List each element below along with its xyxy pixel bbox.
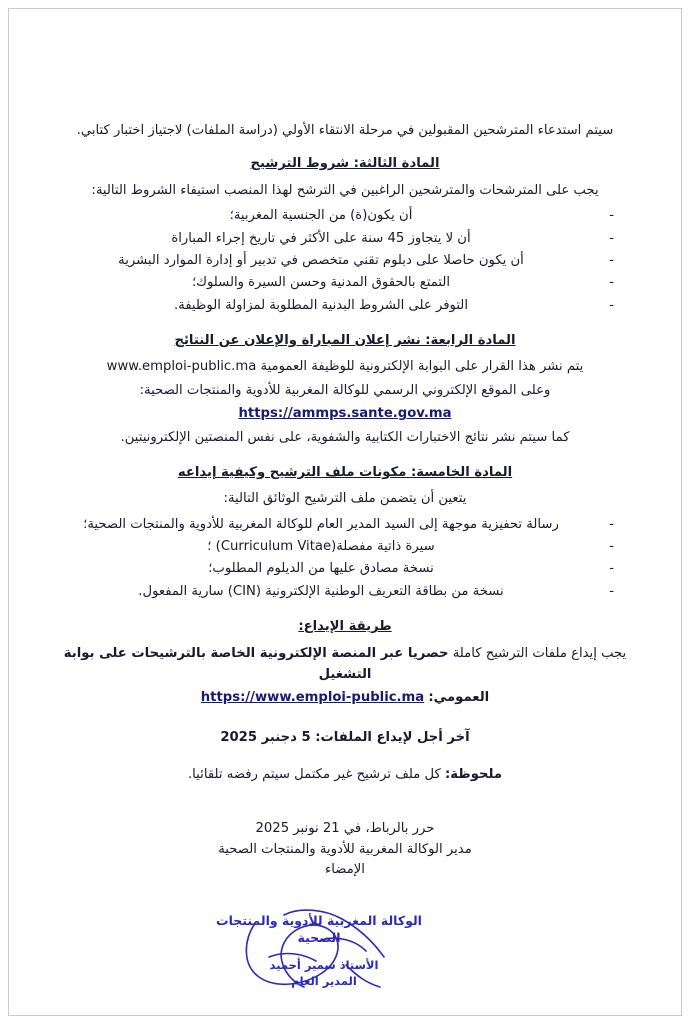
deposit-url-line: [46, 687, 644, 708]
deposit-emphasis: حصريا عبر المنصة الإلكترونية الخاصة بالترشيحات على بوابة التشغيل: [63, 645, 449, 682]
publication-line-3: كما سيتم نشر نتائج الاختبارات الكتابية والشفوية، على نفس المنصتين الإلكترونيتين.: [120, 429, 570, 445]
stamp-signatory: [229, 957, 419, 990]
deposit-text-before: يجب إيداع ملفات الترشيح كاملة: [452, 645, 627, 661]
deposit-heading: طريقة الإيداع:: [298, 619, 392, 635]
stamp-and-signature: [46, 895, 644, 1024]
conditions-list: [46, 205, 644, 316]
list-item: - نسخة مصادق عليها من الديلوم المطلوب؛: [46, 558, 614, 579]
section-lead: يتعين أن يتضمن ملف الترشيح الوثائق التالية:: [223, 491, 467, 507]
list-item: - التوفر على الشروط البدنية المطلوبة لمزاولة الوظيفة.: [46, 295, 614, 316]
note-label: ملحوظة:: [445, 767, 503, 782]
publication-line-2: وعلى الموقع الإلكتروني الرسمي للوكالة المغربية للأدوية والمنتجات الصحية:: [139, 382, 551, 398]
documents-list: [46, 514, 644, 603]
section-article-3: [46, 153, 644, 316]
list-item: - التمتع بالحقوق المدنية وحسن السيرة والسلوك؛: [46, 272, 614, 293]
emploi-public-link[interactable]: https://www.emploi-public.ma: [200, 690, 425, 706]
section-lead: يجب على المترشحات والمترشحين الراغبين في الترشح لهذا المنصب استيفاء الشروط التالية:: [91, 182, 599, 198]
list-item: - أن يكون حاصلا على دبلوم تقني متخصص في تدبير أو إدارة الموارد البشرية: [46, 250, 614, 271]
section-article-4: [46, 330, 644, 448]
list-item: - سيرة ذاتية مفصلة(Curriculum Vitae) ؛: [46, 536, 614, 557]
publication-line-1: [46, 356, 644, 377]
stamp-line-1: الوكالة المغربية للأدوية والمنتجات: [216, 912, 422, 928]
signature-block: [46, 819, 644, 880]
section-heading: المادة الثالثة: شروط الترشيح: [250, 156, 440, 172]
stamp-role: المدير العام: [291, 974, 357, 989]
publication-text-1: يتم نشر هذا القرار على البوابة الإلكترونية للوظيفة العمومية: [260, 359, 584, 375]
signature-label: الإمضاء: [325, 862, 365, 878]
stamp-name: الأستاذ سمير أحميد: [269, 957, 379, 972]
stamp-line-2: الصحية: [297, 929, 341, 945]
signatory-title: مدير الوكالة المغربية للأدوية والمنتجات الصحية: [218, 841, 472, 857]
deposit-instruction: [46, 643, 644, 686]
list-item: - أن لا يتجاوز 45 سنة على الأكثر في تاريخ إجراء المباراة: [46, 228, 614, 249]
section-heading: المادة الرابعة: نشر إعلان المباراة والإعلان عن النتائج: [174, 333, 516, 348]
ammps-website-link[interactable]: https://ammps.sante.gov.ma: [238, 406, 452, 422]
list-item: - أن يكون(ة) من الجنسية المغربية؛: [46, 205, 614, 226]
section-article-5: [46, 462, 644, 602]
deadline-line: آخر أجل لإيداع الملفات: 5 دجنبر 2025: [220, 729, 470, 745]
list-item: - رسالة تحفيزية موجهة إلى السيد المدير العام للوكالة المغربية للأدوية والمنتجات الصحية؛: [46, 514, 614, 535]
deposit-text-after: العمومي:: [428, 690, 490, 706]
note-line: [46, 764, 644, 785]
stamp-organization: [189, 913, 449, 947]
list-item: - نسخة من بطاقة التعريف الوطنية الإلكترونية (CIN) سارية المفعول.: [46, 581, 614, 602]
ammps-url-line: [46, 403, 644, 424]
section-deposit-method: [46, 616, 644, 709]
intro-paragraph: سيتم استدعاء المترشحين المقبولين في مرحلة الانتقاء الأولي (دراسة الملفات) لاجتياز اختبار كتابي.: [76, 123, 614, 138]
place-and-date: حرر بالرباط، في 21 نونبر 2025: [255, 821, 435, 837]
section-heading: المادة الخامسة: مكونات ملف الترشيح وكيفية إيداعه: [177, 464, 513, 480]
note-text: كل ملف ترشيح غير مكتمل سيتم رفضه تلقائيا.: [187, 767, 441, 782]
portal-url-plain: www.emploi-public.ma: [106, 359, 257, 375]
